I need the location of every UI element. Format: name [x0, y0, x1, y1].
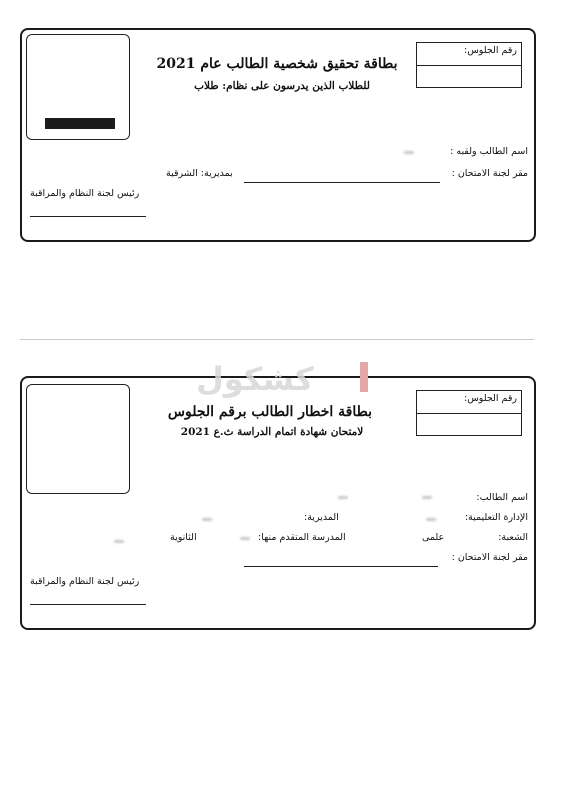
seat-number-divider — [417, 65, 521, 66]
page-divider — [20, 339, 534, 340]
signature-label: رئيس لجنة النظام والمراقبة — [30, 188, 140, 199]
edu-admin-label: الإدارة التعليمية: — [464, 512, 528, 523]
seat-number-box — [416, 390, 522, 436]
branch-value: علمى — [422, 532, 445, 543]
student-name-label: اسم الطالب: — [476, 492, 528, 503]
directorate-label: بمديرية: الشرقية — [166, 168, 233, 179]
school-value: الثانوية — [170, 532, 197, 543]
redacted-value — [240, 537, 250, 540]
seat-number-label: رقم الجلوس: — [464, 45, 517, 56]
watermark-accent — [360, 362, 368, 392]
seat-number-divider — [417, 413, 521, 414]
redacted-value — [202, 518, 212, 521]
seat-number-label: رقم الجلوس: — [464, 393, 517, 404]
exam-hq-label: مقر لجنة الامتحان : — [451, 552, 528, 563]
identity-card — [20, 28, 536, 242]
watermark-logo: كشكول — [196, 360, 314, 398]
photo-box — [26, 384, 130, 494]
card-title: بطاقة اخطار الطالب برقم الجلوس — [167, 404, 372, 420]
card-subtitle: للطلاب الذين يدرسون على نظام: طلاب — [194, 80, 370, 92]
redaction-bar — [45, 118, 115, 129]
signature-line — [30, 604, 146, 605]
redacted-name — [422, 496, 432, 499]
exam-hq-label: مقر لجنة الامتحان : — [451, 168, 528, 179]
redacted-value — [426, 518, 436, 521]
card-subtitle: لامتحان شهادة اتمام الدراسة ث.ع 2021 — [180, 426, 364, 438]
redacted-name — [404, 151, 414, 154]
card-title: بطاقة تحقيق شخصية الطالب عام 2021 — [156, 56, 398, 72]
seat-notice-card — [20, 376, 536, 630]
exam-hq-line — [244, 182, 440, 183]
exam-hq-line — [244, 566, 438, 567]
directorate-label: المديرية: — [304, 512, 339, 523]
signature-label: رئيس لجنة النظام والمراقبة — [30, 576, 140, 587]
photo-box — [26, 34, 130, 140]
school-label: المدرسة المتقدم منها: — [258, 532, 346, 543]
branch-label: الشعبة: — [498, 532, 528, 543]
student-name-label: اسم الطالب ولقبه : — [450, 146, 528, 157]
signature-line — [30, 216, 146, 217]
seat-number-box — [416, 42, 522, 88]
redacted-value — [114, 540, 124, 543]
redacted-value — [338, 496, 348, 499]
